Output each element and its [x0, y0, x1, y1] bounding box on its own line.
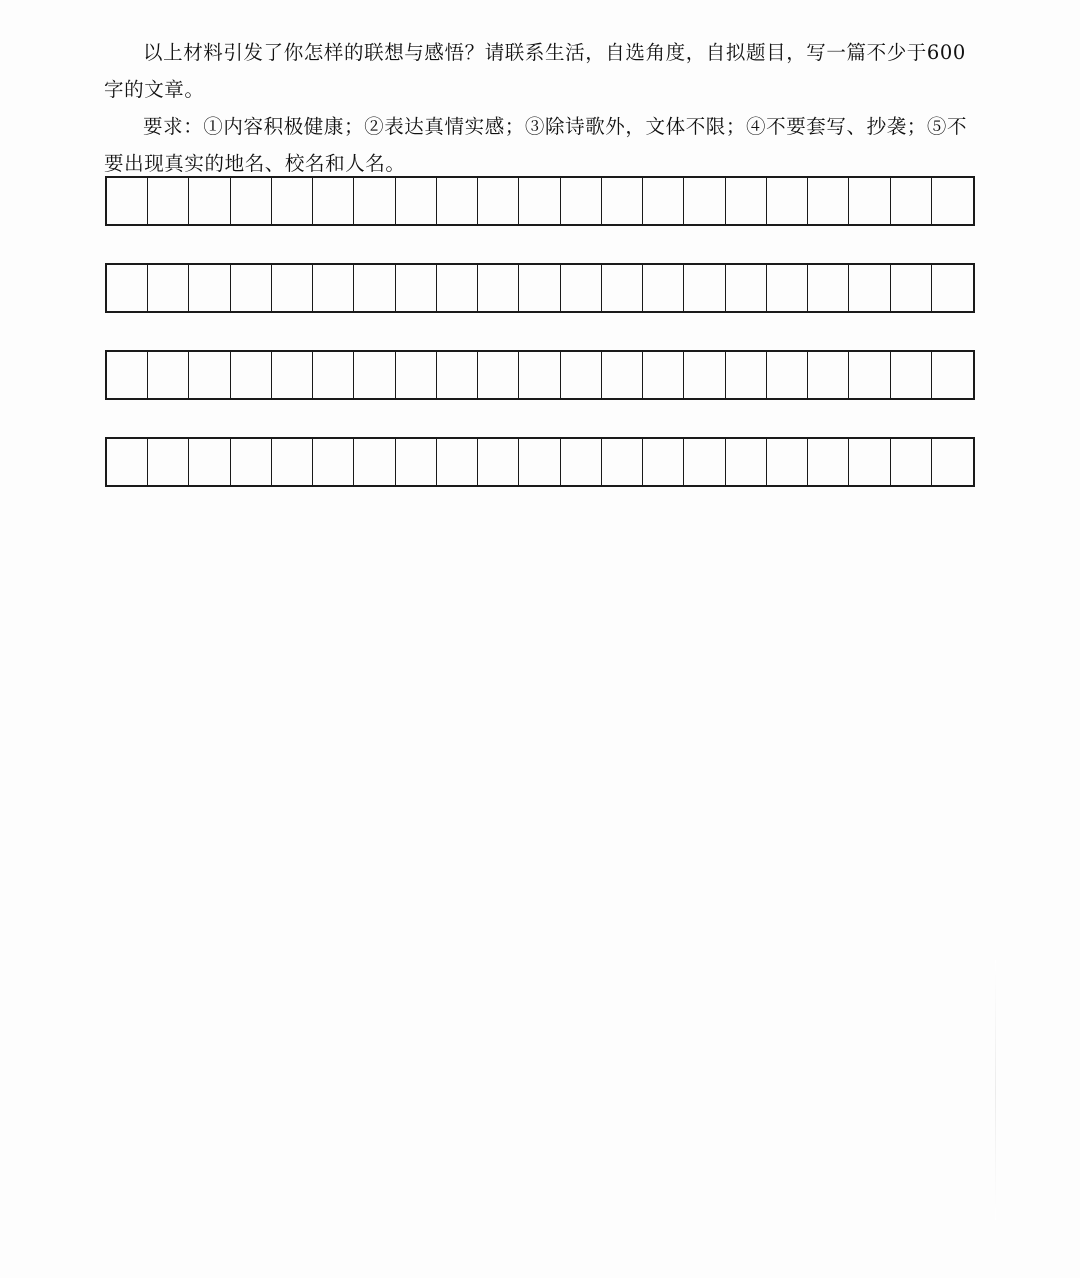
- grid-cell[interactable]: [726, 352, 767, 398]
- grid-cell[interactable]: [808, 439, 849, 485]
- grid-cell[interactable]: [808, 178, 849, 224]
- grid-cell[interactable]: [932, 178, 973, 224]
- grid-cell[interactable]: [437, 352, 478, 398]
- grid-row: [105, 263, 975, 313]
- grid-cell[interactable]: [932, 265, 973, 311]
- grid-cell[interactable]: [891, 265, 932, 311]
- grid-cell[interactable]: [602, 265, 643, 311]
- grid-cell[interactable]: [396, 265, 437, 311]
- grid-cell[interactable]: [107, 439, 148, 485]
- grid-cell[interactable]: [189, 439, 230, 485]
- grid-cell[interactable]: [643, 178, 684, 224]
- scan-shadow: [995, 960, 996, 1220]
- grid-cell[interactable]: [932, 439, 973, 485]
- grid-cell[interactable]: [561, 265, 602, 311]
- grid-cell[interactable]: [602, 439, 643, 485]
- grid-cell[interactable]: [231, 439, 272, 485]
- grid-cell[interactable]: [313, 352, 354, 398]
- grid-cell[interactable]: [643, 352, 684, 398]
- grid-cell[interactable]: [478, 352, 519, 398]
- grid-cell[interactable]: [519, 352, 560, 398]
- grid-cell[interactable]: [396, 439, 437, 485]
- grid-cell[interactable]: [148, 178, 189, 224]
- grid-cell[interactable]: [272, 178, 313, 224]
- grid-cell[interactable]: [354, 265, 395, 311]
- grid-cell[interactable]: [849, 178, 890, 224]
- grid-cell[interactable]: [643, 265, 684, 311]
- grid-cell[interactable]: [437, 439, 478, 485]
- grid-cell[interactable]: [849, 439, 890, 485]
- grid-cell[interactable]: [313, 265, 354, 311]
- grid-cell[interactable]: [891, 439, 932, 485]
- grid-cell[interactable]: [684, 178, 725, 224]
- grid-cell[interactable]: [231, 265, 272, 311]
- answer-grid: [105, 176, 977, 524]
- grid-cell[interactable]: [808, 352, 849, 398]
- grid-row: [105, 350, 975, 400]
- grid-cell[interactable]: [519, 178, 560, 224]
- grid-cell[interactable]: [354, 178, 395, 224]
- grid-cell[interactable]: [519, 439, 560, 485]
- grid-cell[interactable]: [272, 352, 313, 398]
- grid-cell[interactable]: [437, 265, 478, 311]
- grid-cell[interactable]: [602, 352, 643, 398]
- grid-cell[interactable]: [932, 352, 973, 398]
- grid-cell[interactable]: [767, 439, 808, 485]
- grid-cell[interactable]: [849, 265, 890, 311]
- grid-cell[interactable]: [148, 352, 189, 398]
- grid-cell[interactable]: [148, 265, 189, 311]
- grid-cell[interactable]: [726, 178, 767, 224]
- grid-cell[interactable]: [354, 352, 395, 398]
- grid-cell[interactable]: [478, 178, 519, 224]
- grid-cell[interactable]: [396, 178, 437, 224]
- grid-cell[interactable]: [396, 352, 437, 398]
- grid-cell[interactable]: [808, 265, 849, 311]
- grid-cell[interactable]: [684, 439, 725, 485]
- prompt-paragraph-requirements: 要求：①内容积极健康；②表达真情实感；③除诗歌外，文体不限；④不要套写、抄袭；⑤不要出现真实的地名、校名和人名。: [104, 115, 968, 175]
- grid-cell[interactable]: [189, 178, 230, 224]
- grid-cell[interactable]: [272, 439, 313, 485]
- grid-cell[interactable]: [313, 178, 354, 224]
- grid-cell[interactable]: [849, 352, 890, 398]
- grid-cell[interactable]: [478, 265, 519, 311]
- grid-cell[interactable]: [313, 439, 354, 485]
- grid-cell[interactable]: [107, 265, 148, 311]
- grid-cell[interactable]: [643, 439, 684, 485]
- grid-cell[interactable]: [437, 178, 478, 224]
- grid-cell[interactable]: [726, 265, 767, 311]
- grid-cell[interactable]: [189, 265, 230, 311]
- grid-cell[interactable]: [231, 178, 272, 224]
- grid-cell[interactable]: [767, 265, 808, 311]
- grid-row: [105, 437, 975, 487]
- prompt-paragraph-task: 以上材料引发了你怎样的联想与感悟？请联系生活，自选角度，自拟题目，写一篇不少于600字的文章。: [104, 41, 966, 101]
- grid-cell[interactable]: [684, 352, 725, 398]
- grid-cell[interactable]: [148, 439, 189, 485]
- grid-cell[interactable]: [767, 178, 808, 224]
- grid-row: [105, 176, 975, 226]
- grid-cell[interactable]: [354, 439, 395, 485]
- grid-cell[interactable]: [767, 352, 808, 398]
- essay-prompt: [104, 34, 976, 182]
- grid-cell[interactable]: [107, 178, 148, 224]
- grid-cell[interactable]: [107, 352, 148, 398]
- grid-cell[interactable]: [726, 439, 767, 485]
- grid-cell[interactable]: [684, 265, 725, 311]
- grid-cell[interactable]: [519, 265, 560, 311]
- grid-cell[interactable]: [231, 352, 272, 398]
- grid-cell[interactable]: [189, 352, 230, 398]
- grid-cell[interactable]: [561, 439, 602, 485]
- grid-cell[interactable]: [891, 352, 932, 398]
- grid-cell[interactable]: [561, 178, 602, 224]
- grid-cell[interactable]: [602, 178, 643, 224]
- grid-cell[interactable]: [478, 439, 519, 485]
- grid-cell[interactable]: [561, 352, 602, 398]
- grid-cell[interactable]: [272, 265, 313, 311]
- grid-cell[interactable]: [891, 178, 932, 224]
